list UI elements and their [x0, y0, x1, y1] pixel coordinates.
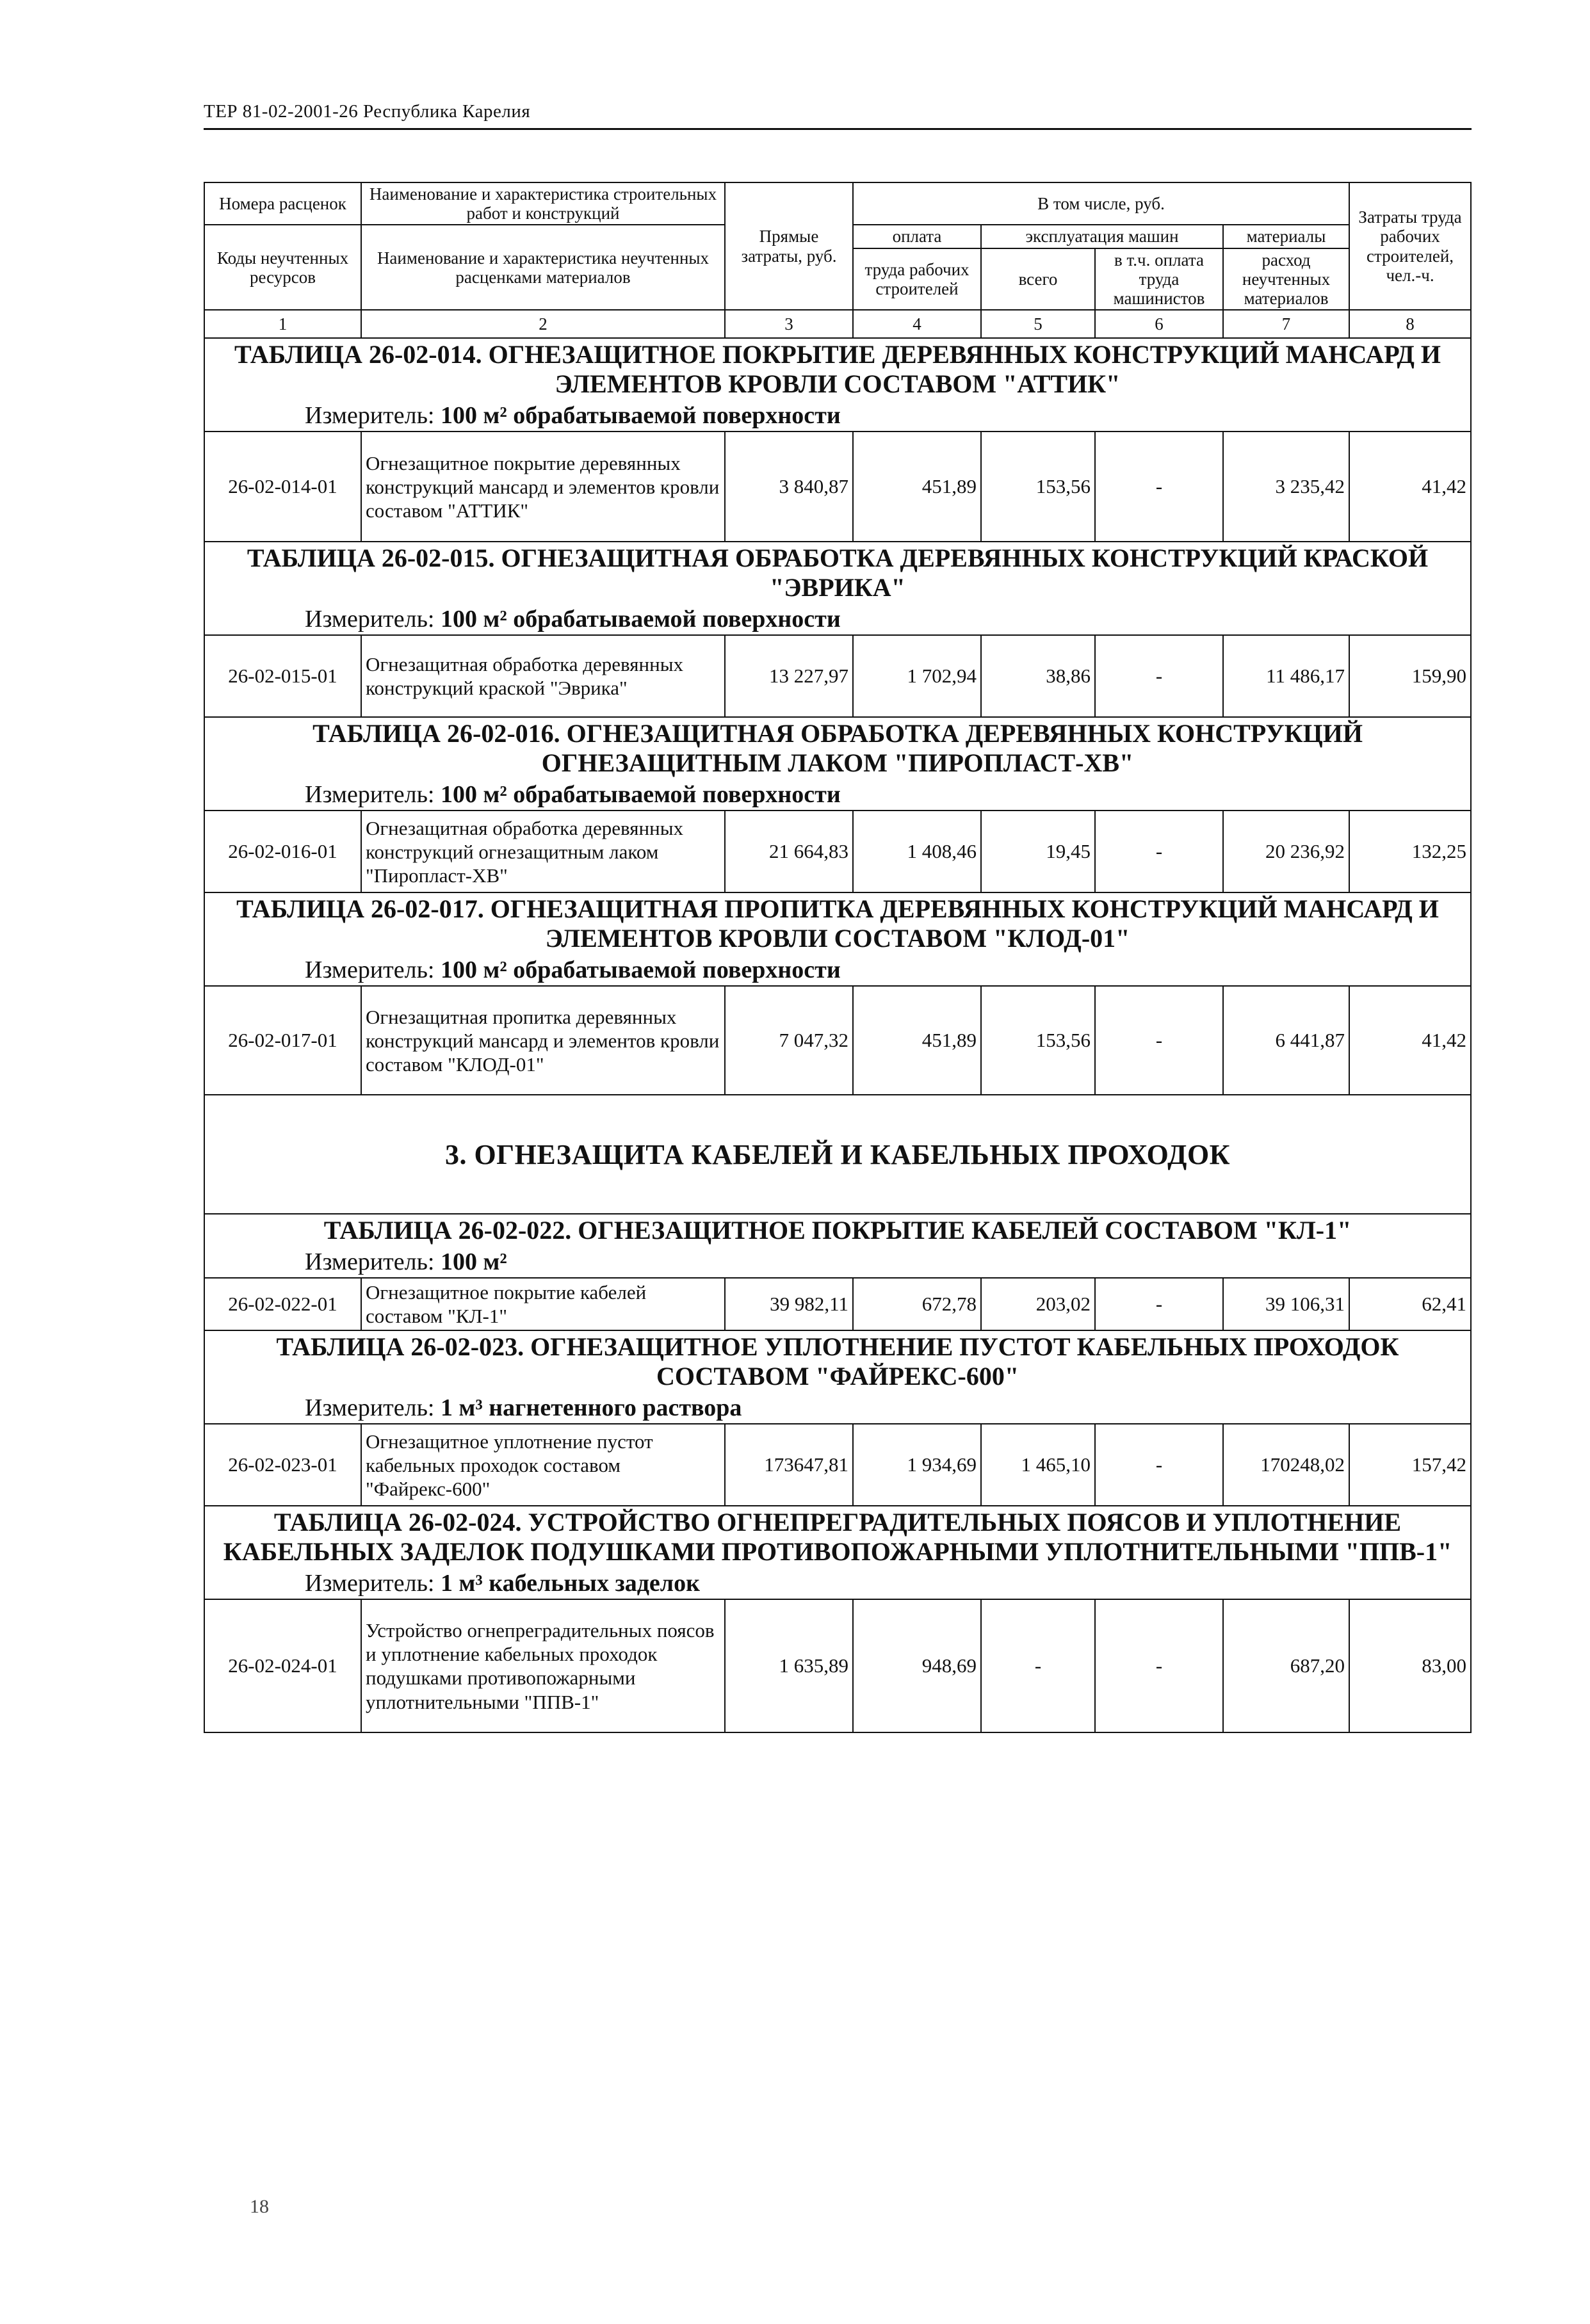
direct-costs: 13 227,97	[725, 635, 853, 717]
unit-label: Измеритель:	[305, 402, 435, 430]
labor-pay: 451,89	[853, 986, 981, 1095]
labor-pay: 1 934,69	[853, 1424, 981, 1506]
machinist-pay: -	[1095, 432, 1223, 542]
column-number: 7	[1223, 310, 1349, 338]
labor-hours: 41,42	[1349, 432, 1471, 542]
machines-total: 153,56	[981, 432, 1095, 542]
rate-name: Огнезащитная обработка деревянных конструкций краской "Эврика"	[361, 635, 725, 717]
materials-cost: 687,20	[1223, 1599, 1349, 1732]
column-number: 4	[853, 310, 981, 338]
rate-code: 26-02-024-01	[204, 1599, 361, 1732]
unit-line	[204, 604, 1471, 635]
table-title: ТАБЛИЦА 26-02-023. ОГНЕЗАЩИТНОЕ УПЛОТНЕНИЕ ПУСТОТ КАБЕЛЬНЫХ ПРОХОДОК СОСТАВОМ "ФАЙРЕКС-600"	[204, 1330, 1471, 1392]
labor-hours: 157,42	[1349, 1424, 1471, 1506]
running-header: ТЕР 81-02-2001-26 Республика Карелия	[204, 101, 531, 122]
column-number: 2	[361, 310, 725, 338]
rate-name: Огнезащитное уплотнение пустот кабельных проходок составом "Файрекс-600"	[361, 1424, 725, 1506]
labor-pay: 1 702,94	[853, 635, 981, 717]
machines-total: 38,86	[981, 635, 1095, 717]
column-number: 6	[1095, 310, 1223, 338]
direct-costs: 1 635,89	[725, 1599, 853, 1732]
materials-cost: 11 486,17	[1223, 635, 1349, 717]
column-number: 5	[981, 310, 1095, 338]
table-title: ТАБЛИЦА 26-02-014. ОГНЕЗАЩИТНОЕ ПОКРЫТИЕ ДЕРЕВЯННЫХ КОНСТРУКЦИЙ МАНСАРД И ЭЛЕМЕНТОВ КРОВЛИ СОСТАВОМ "АТТИК"	[204, 338, 1471, 400]
unit-value: 100 м² обрабатываемой поверхности	[441, 402, 841, 430]
table-row	[204, 986, 1471, 1095]
col-machines-header: эксплуатация машин	[981, 225, 1223, 248]
labor-hours: 159,90	[1349, 635, 1471, 717]
col-group-header: В том числе, руб.	[853, 182, 1349, 225]
unit-label: Измеритель:	[305, 956, 435, 984]
col-labor-header: Затраты труда рабочих строителей, чел.-ч.	[1349, 182, 1471, 310]
unit-line	[204, 1568, 1471, 1599]
unit-line	[204, 1392, 1471, 1424]
labor-hours: 132,25	[1349, 811, 1471, 892]
table-title: ТАБЛИЦА 26-02-016. ОГНЕЗАЩИТНАЯ ОБРАБОТКА ДЕРЕВЯННЫХ КОНСТРУКЦИЙ ОГНЕЗАЩИТНЫМ ЛАКОМ "ПИРОПЛАСТ-ХВ"	[204, 717, 1471, 779]
unit-label: Измеритель:	[305, 1394, 435, 1422]
rate-code: 26-02-015-01	[204, 635, 361, 717]
rate-name: Огнезащитное покрытие кабелей составом "КЛ-1"	[361, 1278, 725, 1330]
machines-total: 19,45	[981, 811, 1095, 892]
direct-costs: 21 664,83	[725, 811, 853, 892]
unit-value: 100 м²	[441, 1248, 507, 1276]
labor-pay: 451,89	[853, 432, 981, 542]
machinist-pay: -	[1095, 1424, 1223, 1506]
table-title: ТАБЛИЦА 26-02-017. ОГНЕЗАЩИТНАЯ ПРОПИТКА ДЕРЕВЯННЫХ КОНСТРУКЦИЙ МАНСАРД И ЭЛЕМЕНТОВ КРОВЛИ СОСТАВОМ "КЛОД-01"	[204, 892, 1471, 955]
page-number: 18	[250, 2196, 269, 2217]
direct-costs: 7 047,32	[725, 986, 853, 1095]
machines-total: 203,02	[981, 1278, 1095, 1330]
column-number: 1	[204, 310, 361, 338]
labor-pay: 1 408,46	[853, 811, 981, 892]
direct-costs: 3 840,87	[725, 432, 853, 542]
machinist-pay: -	[1095, 1599, 1223, 1732]
col-materials-header: материалы	[1223, 225, 1349, 248]
table-header	[204, 182, 1471, 338]
unit-value: 100 м² обрабатываемой поверхности	[441, 606, 841, 633]
col-machines-pay-header: в т.ч. оплата труда машинистов	[1095, 248, 1223, 311]
col-name-header: Наименование и характеристика строительных работ и конструкций	[361, 182, 725, 225]
col-pay-sub-header: труда рабочих строителей	[853, 248, 981, 311]
col-machines-total-header: всего	[981, 248, 1095, 311]
unit-value: 100 м² обрабатываемой поверхности	[441, 956, 841, 984]
table-row	[204, 1278, 1471, 1330]
unit-line	[204, 400, 1471, 432]
machines-total: 1 465,10	[981, 1424, 1095, 1506]
machines-total: 153,56	[981, 986, 1095, 1095]
materials-cost: 39 106,31	[1223, 1278, 1349, 1330]
materials-cost: 6 441,87	[1223, 986, 1349, 1095]
machines-total: -	[981, 1599, 1095, 1732]
column-number: 3	[725, 310, 853, 338]
labor-pay: 672,78	[853, 1278, 981, 1330]
rate-name: Устройство огнепреградительных поясов и уплотнение кабельных проходок подушками противопожарными уплотнительными "ППВ-1"	[361, 1599, 725, 1732]
table-row	[204, 1599, 1471, 1732]
col-materials-name-header: Наименование и характеристика неучтенных расценками материалов	[361, 225, 725, 310]
rate-name: Огнезащитная обработка деревянных конструкций огнезащитным лаком "Пиропласт-ХВ"	[361, 811, 725, 892]
col-materials-sub-header: расход неучтенных материалов	[1223, 248, 1349, 311]
materials-cost: 170248,02	[1223, 1424, 1349, 1506]
labor-hours: 41,42	[1349, 986, 1471, 1095]
unit-label: Измеритель:	[305, 1248, 435, 1276]
rate-code: 26-02-023-01	[204, 1424, 361, 1506]
col-resource-codes-header: Коды неучтенных ресурсов	[204, 225, 361, 310]
col-codes-header: Номера расценок	[204, 182, 361, 225]
labor-hours: 83,00	[1349, 1599, 1471, 1732]
header-rule	[204, 128, 1472, 130]
machinist-pay: -	[1095, 635, 1223, 717]
machinist-pay: -	[1095, 986, 1223, 1095]
rate-code: 26-02-017-01	[204, 986, 361, 1095]
col-pay-header: оплата	[853, 225, 981, 248]
section-title: 3. ОГНЕЗАЩИТА КАБЕЛЕЙ И КАБЕЛЬНЫХ ПРОХОДОК	[204, 1095, 1471, 1214]
rate-name: Огнезащитное покрытие деревянных конструкций мансард и элементов кровли составом "АТТИК"	[361, 432, 725, 542]
unit-label: Измеритель:	[305, 1570, 435, 1597]
direct-costs: 39 982,11	[725, 1278, 853, 1330]
table-title: ТАБЛИЦА 26-02-022. ОГНЕЗАЩИТНОЕ ПОКРЫТИЕ КАБЕЛЕЙ СОСТАВОМ "КЛ-1"	[204, 1214, 1471, 1247]
unit-label: Измеритель:	[305, 606, 435, 633]
unit-value: 1 м³ кабельных заделок	[441, 1570, 701, 1597]
col-direct-header: Прямые затраты, руб.	[725, 182, 853, 310]
materials-cost: 3 235,42	[1223, 432, 1349, 542]
table-title: ТАБЛИЦА 26-02-024. УСТРОЙСТВО ОГНЕПРЕГРАДИТЕЛЬНЫХ ПОЯСОВ И УПЛОТНЕНИЕ КАБЕЛЬНЫХ ЗАДЕЛОК ПОДУШКАМИ ПРОТИВОПОЖАРНЫМИ УПЛОТНИТЕЛЬНЫМИ "ППВ-1"	[204, 1506, 1471, 1568]
labor-pay: 948,69	[853, 1599, 981, 1732]
unit-line	[204, 955, 1471, 986]
column-number: 8	[1349, 310, 1471, 338]
direct-costs: 173647,81	[725, 1424, 853, 1506]
table-title: ТАБЛИЦА 26-02-015. ОГНЕЗАЩИТНАЯ ОБРАБОТКА ДЕРЕВЯННЫХ КОНСТРУКЦИЙ КРАСКОЙ "ЭВРИКА"	[204, 542, 1471, 604]
table-row	[204, 635, 1471, 717]
materials-cost: 20 236,92	[1223, 811, 1349, 892]
table-row	[204, 811, 1471, 892]
rate-name: Огнезащитная пропитка деревянных конструкций мансард и элементов кровли составом "КЛОД-01"	[361, 986, 725, 1095]
machinist-pay: -	[1095, 811, 1223, 892]
unit-value: 100 м² обрабатываемой поверхности	[441, 781, 841, 809]
labor-hours: 62,41	[1349, 1278, 1471, 1330]
unit-label: Измеритель:	[305, 781, 435, 809]
rate-code: 26-02-014-01	[204, 432, 361, 542]
column-numbers-row	[204, 310, 1471, 338]
unit-line	[204, 1247, 1471, 1278]
unit-line	[204, 779, 1471, 811]
machinist-pay: -	[1095, 1278, 1223, 1330]
table-row	[204, 432, 1471, 542]
rate-code: 26-02-022-01	[204, 1278, 361, 1330]
price-table	[204, 182, 1472, 1733]
table-row	[204, 1424, 1471, 1506]
unit-value: 1 м³ нагнетенного раствора	[441, 1394, 742, 1422]
rate-code: 26-02-016-01	[204, 811, 361, 892]
